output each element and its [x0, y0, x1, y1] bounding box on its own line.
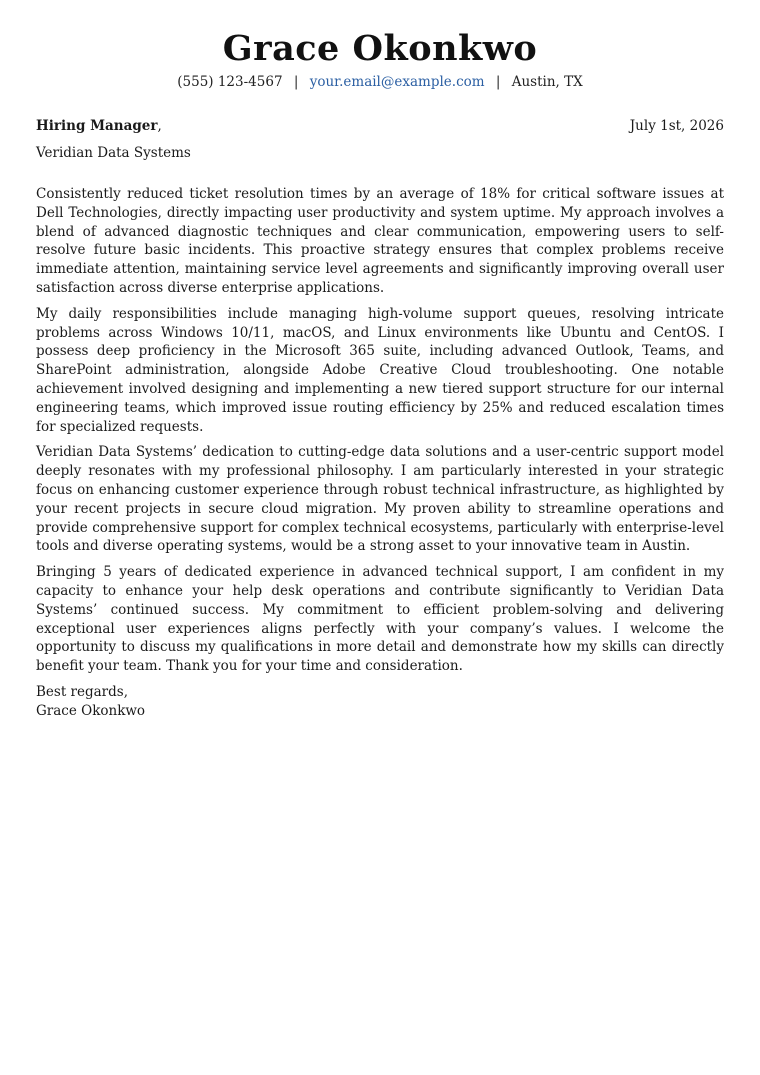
recipient-date-row — [36, 117, 724, 135]
letter-header — [36, 0, 724, 91]
email-link[interactable]: your.email@example.com — [309, 74, 485, 90]
contact-line — [36, 73, 724, 91]
closing-salutation: Best regards, — [36, 683, 129, 700]
body-paragraph: Bringing 5 years of dedicated experience in advanced technical support, I am confident in my capacity to enhance your help desk operations and contribute significantly to Veridian Data Systems’ continued success. My commitment to efficient problem-solving and delivering exceptional user experiences aligns perfectly with your company’s values. I welcome the opportunity to discuss my qualifications in more detail and demonstrate how my skills can directly benefit your team. Thank you for your time and consideration. — [36, 564, 724, 675]
body-paragraph: My daily responsibilities include managing high-volume support queues, resolving intricate problems across Windows 10/11, macOS, and Linux environments like Ubuntu and CentOS. I possess deep proficiency in the Microsoft 365 suite, including advanced Outlook, Teams, and SharePoint administration, alongside Adobe Creative Cloud troubleshooting. One notable achievement involved designing and implementing a new tiered support structure for our internal engineering teams, which improved issue routing efficiency by 25% and reduced escalation times for specialized requests. — [36, 305, 724, 435]
letter-body — [36, 185, 724, 676]
letter-date: July 1st, 2026 — [629, 118, 724, 134]
signature-name: Grace Okonkwo — [36, 702, 146, 719]
recipient-company: Veridian Data Systems — [36, 145, 191, 161]
applicant-name: Grace Okonkwo — [222, 28, 538, 69]
contact-separator: | — [293, 74, 299, 90]
recipient-salutation — [36, 117, 162, 135]
recipient-title-comma: , — [157, 118, 162, 134]
body-paragraph: Consistently reduced ticket resolution times by an average of 18% for critical software issues at Dell Technologies, directly impacting user productivity and system uptime. My approach involves a blend of advanced diagnostic techniques and clear communication, empowering users to self-resolve future basic incidents. This proactive strategy ensures that complex problems receive immediate attention, maintaining service level agreements and significantly improving overall user satisfaction across diverse enterprise applications. — [36, 186, 724, 296]
location: Austin, TX — [511, 74, 583, 90]
recipient-title: Hiring Manager — [36, 118, 158, 134]
phone-number: (555) 123-4567 — [177, 74, 283, 90]
contact-separator: | — [495, 74, 501, 90]
body-paragraph: Veridian Data Systems’ dedication to cutting-edge data solutions and a user-centric support model deeply resonates with my professional philosophy. I am particularly interested in your strategic focus on enhancing customer experience through robust technical infrastructure, as highlighted by your recent projects in secure cloud migration. My proven ability to streamline operations and provide comprehensive support for complex technical ecosystems, particularly with enterprise-level tools and diverse operating systems, would be a strong asset to your innovative team in Austin. — [36, 444, 724, 555]
letter-closing — [36, 683, 724, 721]
